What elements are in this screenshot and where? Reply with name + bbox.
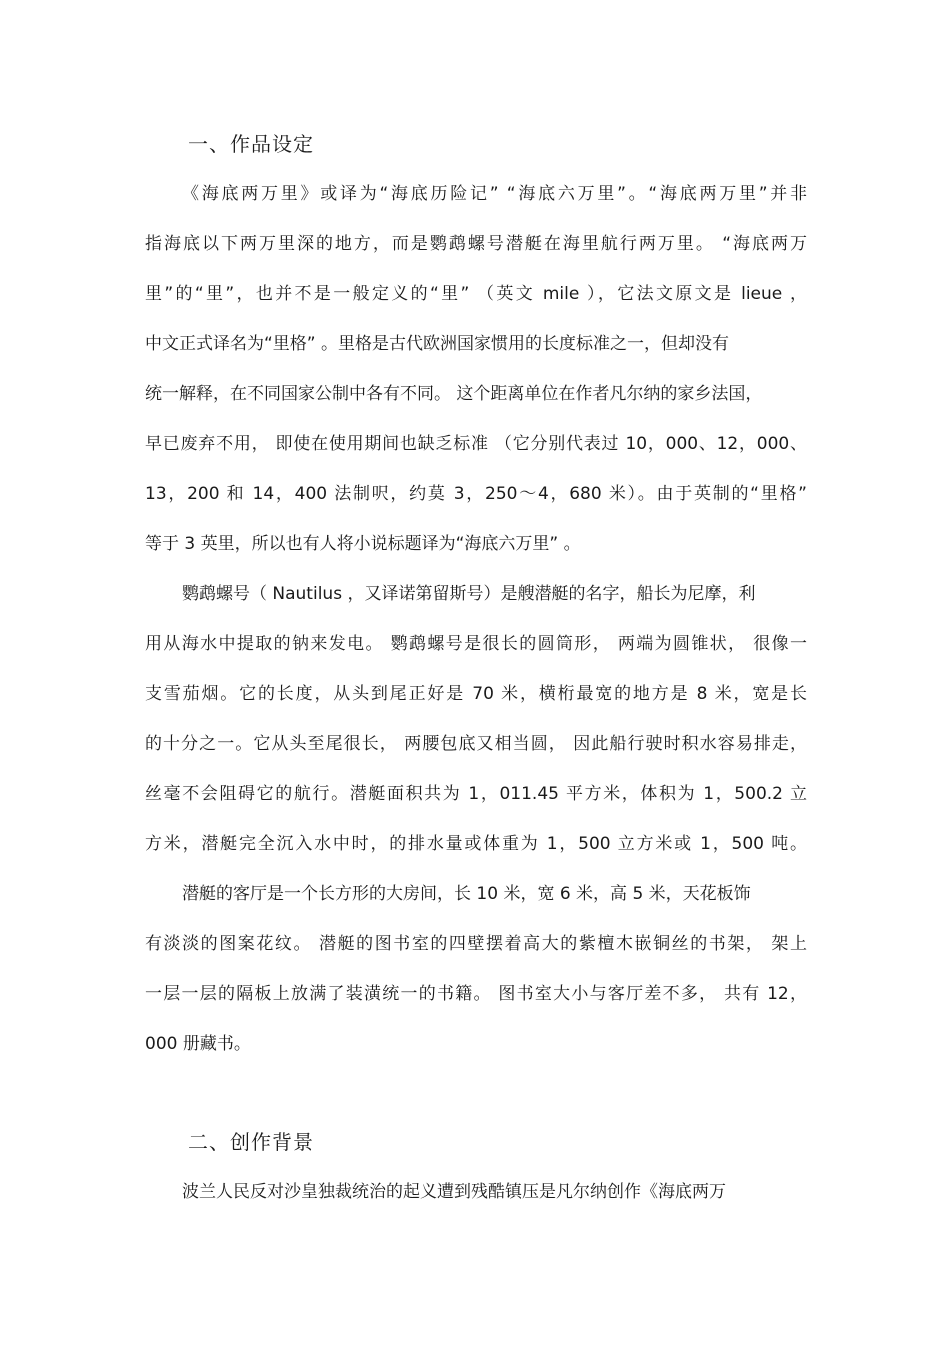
text-line: 的十分之一。它从头至尾很长， 两腰包底又相当圆， 因此船行驶时积水容易排走， [145, 734, 807, 754]
text-line: 支雪茄烟。它的长度，从头到尾正好是 70 米，横桁最宽的地方是 8 米，宽是长 [145, 684, 807, 704]
text-line: 13，200 和 14，400 法制呎，约莫 3，250～4，680 米）。由于英制的“里格” [145, 484, 807, 504]
text-line: 指海底以下两万里深的地方，而是鹦鹉螺号潜艇在海里航行两万里。 “海底两万 [145, 234, 807, 254]
text-line: 等于 3 英里，所以也有人将小说标题译为“海底六万里” 。 [145, 534, 581, 554]
text-line: 早已废弃不用， 即使在使用期间也缺乏标准 （它分别代表过 10，000、12，000、 [145, 434, 807, 454]
text-line: 里”的“里”，也并不是一般定义的“里” （英文 mile ），它法文原文是 lieue ， [145, 284, 807, 304]
text-line: 《海底两万里》或译为“海底历险记” “海底六万里”。“海底两万里”并非 [182, 184, 807, 204]
text-line: 丝毫不会阻碍它的航行。潜艇面积共为 1，011.45 平方米，体积为 1，500.2 立 [145, 784, 807, 804]
text-line: 波兰人民反对沙皇独裁统治的起义遭到残酷镇压是凡尔纳创作《海底两万 [182, 1182, 726, 1202]
text-line: 鹦鹉螺号（ Nautilus ，又译诺第留斯号）是艘潜艇的名字，船长为尼摩，利 [182, 584, 756, 604]
section-heading: 二、创作背景 [188, 1130, 314, 1154]
text-line: 中文正式译名为“里格” 。里格是古代欧洲国家惯用的长度标准之一，但却没有 [145, 334, 730, 354]
text-line: 统一解释，在不同国家公制中各有不同。 这个距离单位在作者凡尔纳的家乡法国， [145, 384, 763, 404]
text-line: 潜艇的客厅是一个长方形的大房间，长 10 米，宽 6 米，高 5 米，天花板饰 [182, 884, 751, 904]
text-line: 有淡淡的图案花纹。 潜艇的图书室的四壁摆着高大的紫檀木嵌铜丝的书架， 架上 [145, 934, 807, 954]
text-line: 000 册藏书。 [145, 1034, 251, 1054]
text-line: 方米，潜艇完全沉入水中时，的排水量或体重为 1，500 立方米或 1，500 吨。 [145, 834, 807, 854]
text-line: 用从海水中提取的钠来发电。 鹦鹉螺号是很长的圆筒形， 两端为圆锥状， 很像一 [145, 634, 807, 654]
section-heading: 一、作品设定 [188, 132, 314, 156]
text-line: 一层一层的隔板上放满了装潢统一的书籍。 图书室大小与客厅差不多， 共有 12， [145, 984, 807, 1004]
